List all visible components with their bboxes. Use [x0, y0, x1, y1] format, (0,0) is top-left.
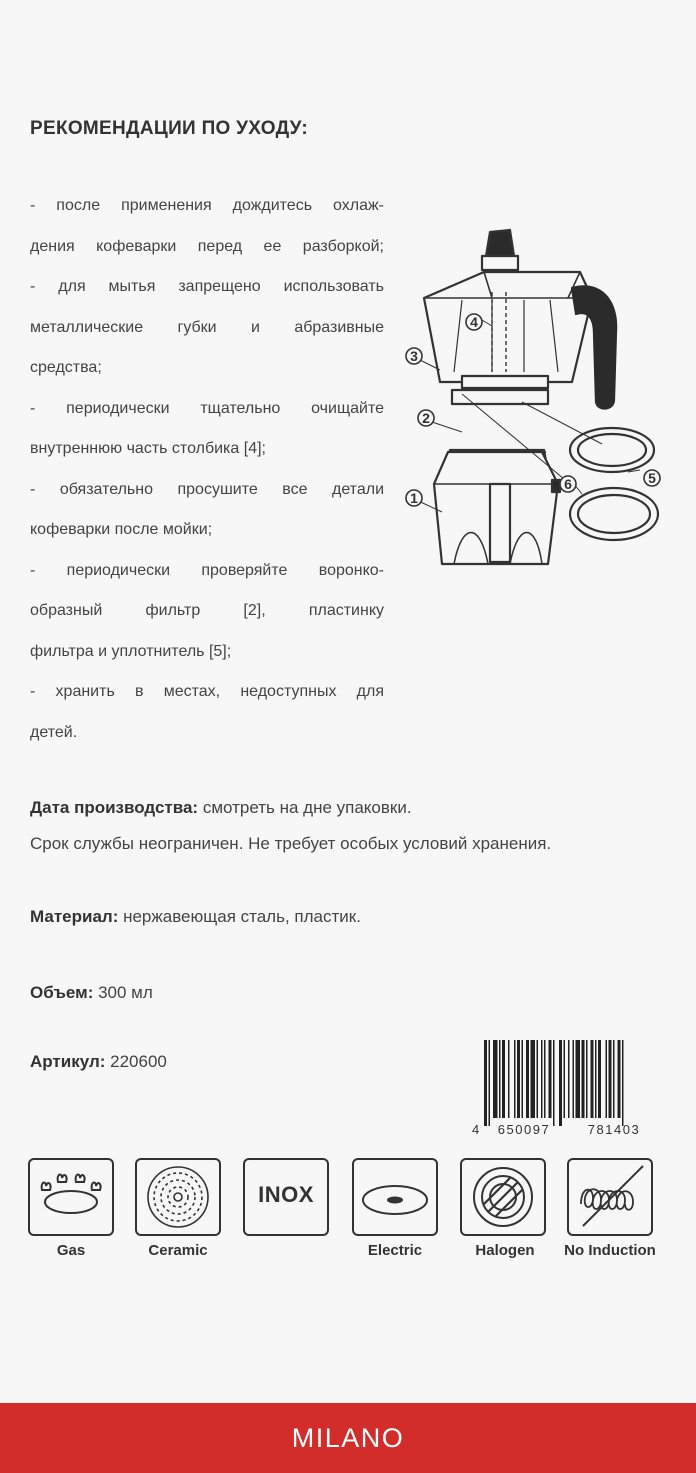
barcode-digits-left: 650097 — [497, 1122, 551, 1137]
barcode-bar — [484, 1040, 487, 1126]
barcode-bar — [618, 1040, 621, 1118]
callout-6: 6 — [564, 476, 572, 492]
barcode-digit-first: 4 — [472, 1122, 480, 1137]
care-line: - периодически тщательно очищайте — [30, 399, 384, 417]
barcode-bar — [568, 1040, 570, 1118]
inox-label: INOX — [258, 1182, 314, 1207]
article-label: Артикул: — [30, 1052, 106, 1071]
callout-3: 3 — [410, 348, 418, 364]
article-value: 220600 — [105, 1052, 167, 1071]
article — [30, 1051, 167, 1073]
barcode-bar — [508, 1040, 510, 1118]
care-instructions — [30, 186, 384, 753]
barcode-bar — [489, 1040, 491, 1126]
barcode-bar — [609, 1040, 612, 1118]
callout-1: 1 — [410, 490, 418, 506]
ceramic-label: Ceramic — [148, 1242, 208, 1259]
barcode-bar — [559, 1040, 562, 1126]
barcode-bar — [514, 1040, 516, 1118]
care-line: - обязательно просушите все детали — [30, 480, 384, 498]
barcode-bar — [522, 1040, 524, 1118]
halogen-cooktop-icon — [460, 1158, 546, 1236]
volume-value: 300 мл — [93, 983, 153, 1002]
care-line: - для мытья запрещено использовать — [30, 278, 384, 295]
moka-pot-diagram — [402, 222, 672, 574]
barcode-bar — [576, 1040, 581, 1118]
brand-name: MILANO — [291, 1423, 405, 1453]
electric-label: Electric — [367, 1242, 423, 1259]
barcode-bar — [517, 1040, 520, 1118]
barcode-bar — [564, 1040, 566, 1118]
barcode-bar — [549, 1040, 552, 1118]
no-induction-icon — [567, 1158, 653, 1236]
callout-4: 4 — [470, 314, 478, 330]
care-line: кофеварки после мойки; — [30, 521, 213, 538]
production-date-value: смотреть на дне упаковки. — [198, 798, 412, 817]
barcode-bar — [582, 1040, 585, 1118]
barcode-bar — [573, 1040, 575, 1118]
no-induction-label: No Induction — [564, 1242, 656, 1259]
upper-chamber — [424, 272, 592, 382]
care-line: образный фильтр [2], пластинку — [30, 602, 384, 619]
barcode-bar — [613, 1040, 615, 1118]
care-line: детей. — [30, 723, 78, 741]
barcode-bar — [531, 1040, 536, 1118]
barcode-bar — [493, 1040, 498, 1118]
material-value: нержавеющая сталь, пластик. — [118, 907, 361, 926]
material-label: Материал: — [30, 907, 119, 926]
care-line: средства; — [30, 359, 102, 376]
inox-icon — [243, 1158, 329, 1236]
upper-gasket — [452, 390, 548, 404]
care-line: металлические губки и абразивные — [30, 318, 384, 336]
care-line: - периодически проверяйте воронко- — [30, 561, 384, 579]
barcode-bar — [606, 1040, 608, 1118]
care-line: фильтра и уплотнитель [5]; — [30, 642, 232, 660]
lid-knob-icon — [486, 230, 514, 256]
production-date-label: Дата производства: — [30, 798, 199, 817]
service-life: Срок службы неограничен. Не требует особых условий хранения. — [30, 834, 552, 853]
care-line: - после применения дождитесь охлаж- — [30, 197, 384, 214]
care-line: дения кофеварки перед ее разборкой; — [30, 237, 384, 255]
electric-cooktop-icon — [352, 1158, 438, 1236]
care-line: - хранить в местах, недоступных для — [30, 683, 384, 700]
barcode-digits-right: 781403 — [587, 1122, 641, 1137]
barcode-bar — [598, 1040, 601, 1118]
halogen-label: Halogen — [475, 1242, 535, 1259]
gas-label: Gas — [56, 1242, 86, 1259]
gas-cooktop-icon — [28, 1158, 114, 1236]
material — [30, 906, 361, 928]
barcode-bar — [541, 1040, 543, 1118]
barcode-bar — [622, 1040, 624, 1126]
barcode-bar — [553, 1040, 555, 1126]
barcode-bar — [591, 1040, 594, 1118]
safety-valve-icon — [552, 480, 560, 492]
callout-5: 5 — [648, 470, 656, 486]
care-line: внутреннюю часть столбика [4]; — [30, 440, 266, 457]
barcode-bar — [499, 1040, 501, 1118]
volume — [30, 982, 153, 1004]
barcode-bar — [544, 1040, 546, 1118]
barcode-bar — [502, 1040, 505, 1118]
callout-2: 2 — [422, 410, 430, 426]
brand-footer — [0, 1403, 696, 1473]
volume-label: Объем: — [30, 983, 94, 1002]
barcode-bar — [595, 1040, 597, 1118]
care-title: РЕКОМЕНДАЦИИ ПО УХОДУ: — [30, 118, 308, 139]
production-date — [30, 797, 412, 819]
barcode-bar — [526, 1040, 529, 1118]
ean-barcode — [472, 1040, 664, 1138]
barcode-bar — [537, 1040, 539, 1118]
barcode-bar — [586, 1040, 588, 1118]
ceramic-cooktop-icon — [135, 1158, 221, 1236]
